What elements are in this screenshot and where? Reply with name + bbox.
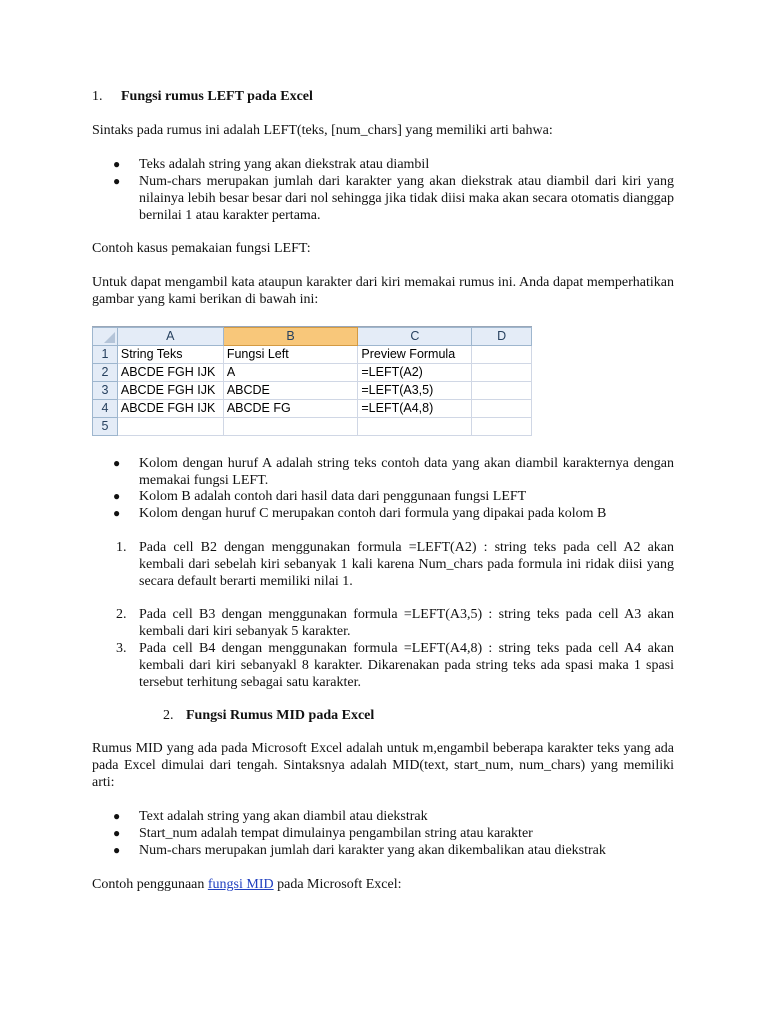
cell-c4: =LEFT(A4,8) <box>358 400 472 418</box>
after-bullet-2: Kolom B adalah contoh dari hasil data dari penggunaan fungsi LEFT <box>139 489 527 504</box>
section2-number: 2. <box>163 708 174 723</box>
bullet-icon: ● <box>113 843 121 857</box>
numbered-item-marker: 3. <box>116 641 127 656</box>
cell-a4: ABCDE FGH IJK <box>117 400 223 418</box>
row-header: 5 <box>93 418 118 436</box>
section1-bullet-1: Teks adalah string yang akan diekstrak atau diambil <box>139 157 430 172</box>
after-bullet-1: Kolom dengan huruf A adalah string teks contoh data yang akan diambil karakternya dengan memakai fungsi LEFT. <box>139 456 674 488</box>
column-header-a: A <box>117 328 223 346</box>
example-suffix: pada Microsoft Excel: <box>273 877 402 892</box>
numbered-item-marker: 2. <box>116 607 127 622</box>
cell-b2: A <box>223 364 358 382</box>
cell-d4 <box>472 400 532 418</box>
bullet-icon: ● <box>113 809 121 823</box>
cell-d5 <box>472 418 532 436</box>
section2-bullet-2: Start_num adalah tempat dimulainya pengambilan string atau karakter <box>139 826 533 841</box>
bullet-icon: ● <box>113 174 121 188</box>
spreadsheet-row <box>93 418 532 436</box>
cell-d2 <box>472 364 532 382</box>
select-all-corner <box>93 328 118 346</box>
row-header: 1 <box>93 346 118 364</box>
section2-intro: Rumus MID yang ada pada Microsoft Excel adalah untuk m,engambil beberapa karakter teks yang ada pada Excel dimulai dari tengah. Sintaksnya adalah MID(text, start_num, num_chars) yang memiliki arti: <box>92 741 674 790</box>
column-header-b: B <box>223 328 358 346</box>
cell-c3: =LEFT(A3,5) <box>358 382 472 400</box>
spreadsheet-header-row <box>93 328 532 346</box>
after-bullet-3: Kolom dengan huruf C merupakan contoh dari formula yang dipakai pada kolom B <box>139 506 607 521</box>
numbered-item-2: Pada cell B3 dengan menggunakan formula =LEFT(A3,5) : string teks pada cell A3 akan kembali dari kiri sebanyak 5 karakter. <box>139 607 674 639</box>
select-all-icon <box>104 332 115 343</box>
bullet-icon: ● <box>113 157 121 171</box>
section1-example-heading: Contoh kasus pemakaian fungsi LEFT: <box>92 241 311 256</box>
column-header-d: D <box>472 328 532 346</box>
spreadsheet-row <box>93 400 532 418</box>
cell-d3 <box>472 382 532 400</box>
fungsi-mid-link[interactable]: fungsi MID <box>207 877 274 892</box>
cell-b4: ABCDE FG <box>223 400 358 418</box>
cell-a1: String Teks <box>117 346 223 364</box>
numbered-item-1: Pada cell B2 dengan menggunakan formula =LEFT(A2) : string teks pada cell A2 akan kembali dari sebelah kiri sebanyak 1 kali karena Num_chars pada formula ini ridak diisi yang secara default berarti memiliki nilai 1. <box>139 540 674 589</box>
cell-a3: ABCDE FGH IJK <box>117 382 223 400</box>
spreadsheet-screenshot <box>92 326 532 439</box>
column-header-c: C <box>358 328 472 346</box>
cell-c2: =LEFT(A2) <box>358 364 472 382</box>
row-header: 2 <box>93 364 118 382</box>
section2-bullet-3: Num-chars merupakan jumlah dari karakter yang akan dikembalikan atau diekstrak <box>139 843 606 858</box>
numbered-item-3: Pada cell B4 dengan menggunakan formula =LEFT(A4,8) : string teks pada cell A4 akan kembali dari kiri sebanyakl 8 karakter. Dikarenakan pada string teks ada spasi maka 1 spasi tersebut terhitung sebagai satu karakter. <box>139 641 674 690</box>
bullet-icon: ● <box>113 506 121 520</box>
row-header: 3 <box>93 382 118 400</box>
section1-number: 1. <box>92 89 103 104</box>
row-header: 4 <box>93 400 118 418</box>
section1-title: Fungsi rumus LEFT pada Excel <box>121 89 313 104</box>
section1-example-intro: Untuk dapat mengambil kata ataupun karakter dari kiri memakai rumus ini. Anda dapat memperhatikan gambar yang kami berikan di bawah ini: <box>92 275 674 307</box>
section2-example-line <box>92 876 674 893</box>
cell-b1: Fungsi Left <box>223 346 358 364</box>
bullet-icon: ● <box>113 489 121 503</box>
section2-bullet-1: Text adalah string yang akan diambil atau diekstrak <box>139 809 428 824</box>
bullet-icon: ● <box>113 456 121 470</box>
numbered-item-marker: 1. <box>116 540 127 555</box>
example-prefix: Contoh penggunaan <box>92 877 208 892</box>
cell-b5 <box>223 418 358 436</box>
cell-c5 <box>358 418 472 436</box>
cell-a5 <box>117 418 223 436</box>
spreadsheet-row <box>93 364 532 382</box>
cell-c1: Preview Formula <box>358 346 472 364</box>
section2-title: Fungsi Rumus MID pada Excel <box>186 708 375 723</box>
bullet-icon: ● <box>113 826 121 840</box>
spreadsheet-row <box>93 346 532 364</box>
section1-bullet-2: Num-chars merupakan jumlah dari karakter yang akan diekstrak atau diambil dari kiri yang nilainya lebih besar besar dari nol sehingga jika tidak diisi maka akan secara otomatis dianggap bernilai 1 atau karakter pertama. <box>139 174 674 223</box>
cell-b3: ABCDE <box>223 382 358 400</box>
spreadsheet-row <box>93 382 532 400</box>
cell-d1 <box>472 346 532 364</box>
section1-syntax-intro: Sintaks pada rumus ini adalah LEFT(teks, [num_chars] yang memiliki arti bahwa: <box>92 123 553 138</box>
cell-a2: ABCDE FGH IJK <box>117 364 223 382</box>
spreadsheet-table <box>92 327 532 436</box>
